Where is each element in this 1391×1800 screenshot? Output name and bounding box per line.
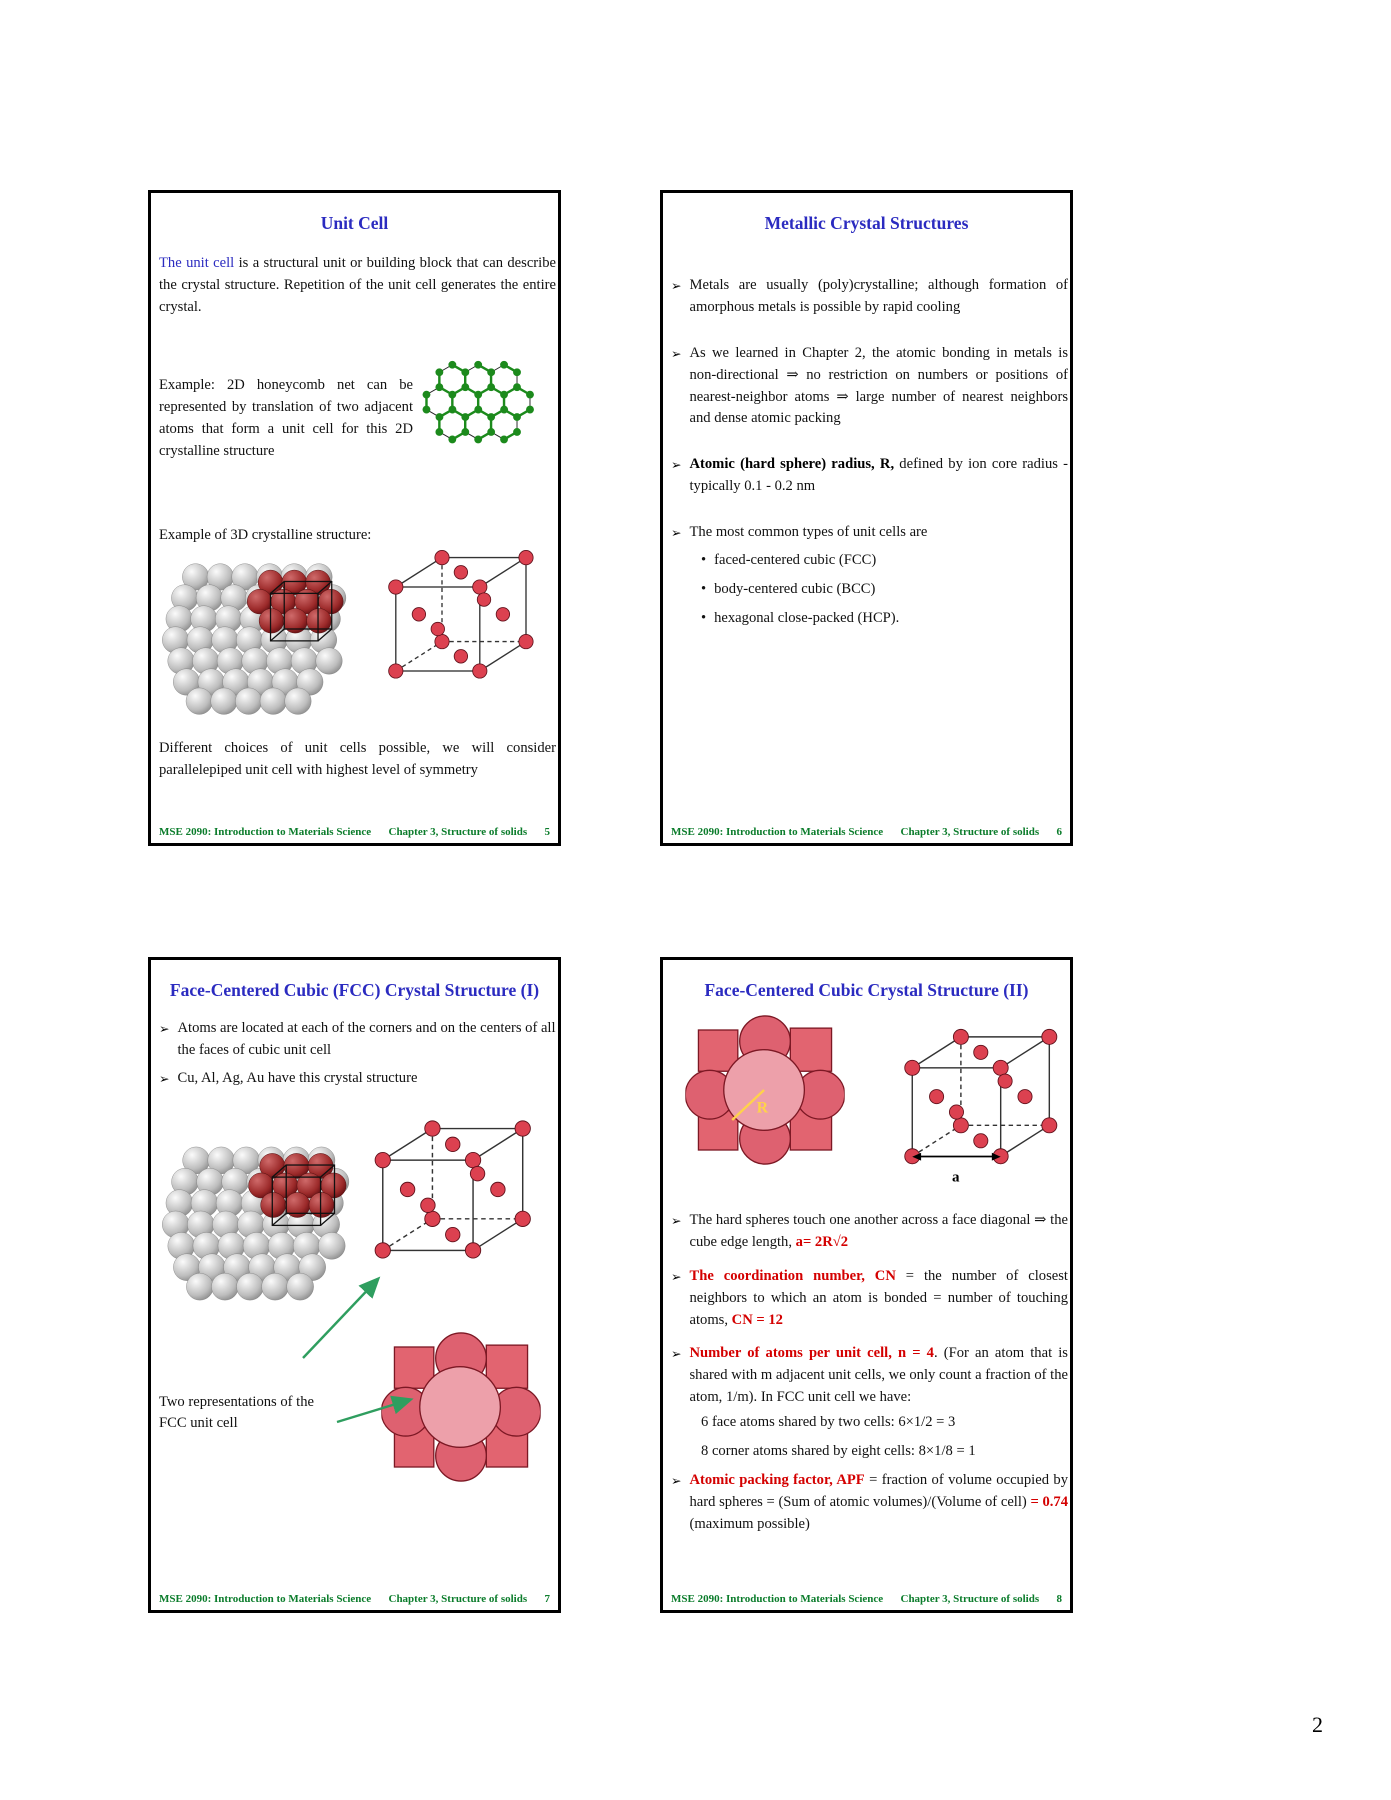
bullet-arrow-icon: ➢ bbox=[671, 345, 682, 361]
sub-bullet-icon: • bbox=[701, 580, 707, 597]
two-representations-caption: Two representations of the FCC unit cell bbox=[159, 1394, 315, 1432]
slide-metallic-structures bbox=[660, 190, 1073, 846]
bullet-arrow-icon: ➢ bbox=[159, 1021, 170, 1036]
bullet-list bbox=[671, 1210, 1068, 1536]
slide-title: Metallic Crystal Structures bbox=[764, 213, 969, 233]
footer-slide-number: 7 bbox=[544, 1593, 550, 1605]
bullet-arrow-icon: ➢ bbox=[671, 1472, 682, 1488]
arrow-to-hard-sphere-icon bbox=[337, 1400, 409, 1422]
slide-title: Face-Centered Cubic Crystal Structure (II) bbox=[704, 980, 1029, 1000]
footer-chapter: Chapter 3, Structure of solids bbox=[388, 1593, 528, 1605]
slide-fcc-structure-1 bbox=[148, 957, 561, 1613]
slide-footer bbox=[159, 826, 550, 838]
corner-atoms-count-line: 8 corner atoms shared by eight cells: 8×1/8 = 1 bbox=[701, 1443, 976, 1460]
slide-footer bbox=[159, 1593, 550, 1605]
footer-course: MSE 2090: Introduction to Materials Science bbox=[671, 826, 884, 838]
honeycomb-net-figure bbox=[415, 359, 555, 448]
fcc-hard-sphere-figure bbox=[685, 1015, 845, 1165]
unit-cell-intro-text: The unit cell is a structural unit or building block that can describe the crystal structure. Repetition of the unit cell generates the entire crystal. bbox=[159, 255, 556, 315]
bullet-arrow-icon: ➢ bbox=[671, 457, 682, 473]
footer-chapter: Chapter 3, Structure of solids bbox=[900, 1593, 1040, 1605]
bullet-item: ➢ As we learned in Chapter 2, the atomic bonding in metals is non-directional ⇒ no restriction on numbers or positions of nearest-neighbor atoms ⇒ large number of nearest neighbors and dense atomic packing bbox=[671, 344, 1068, 427]
example-3d-text: Example of 3D crystalline structure: bbox=[159, 527, 372, 543]
bullet-item: ➢ Atoms are located at each of the corners and on the centers of all the faces of cubic unit cell bbox=[159, 1020, 556, 1058]
footer-course: MSE 2090: Introduction to Materials Science bbox=[159, 826, 372, 838]
edge-length-arrow-icon bbox=[912, 1153, 1000, 1161]
footer-chapter: Chapter 3, Structure of solids bbox=[388, 826, 528, 838]
fcc-unit-cell-figure bbox=[383, 545, 543, 692]
footer-course: MSE 2090: Introduction to Materials Science bbox=[671, 1593, 884, 1605]
page-number: 2 bbox=[1312, 1712, 1323, 1737]
face-atoms-count-line: 6 face atoms shared by two cells: 6×1/2 = 3 bbox=[701, 1414, 956, 1431]
sub-bullet-icon: • bbox=[701, 552, 707, 569]
cell-type-item: • faced-centered cubic (FCC) bbox=[701, 552, 877, 569]
slide-fcc-structure-2 bbox=[660, 957, 1073, 1613]
footer-course: MSE 2090: Introduction to Materials Science bbox=[159, 1593, 372, 1605]
bullet-list bbox=[671, 275, 1068, 637]
fcc-ball-stick-figure bbox=[899, 1008, 1067, 1194]
cell-type-item: • body-centered cubic (BCC) bbox=[701, 580, 876, 597]
bullet-arrow-icon: ➢ bbox=[671, 1268, 682, 1284]
bullet-item: ➢ Atomic packing factor, APF = fraction of volume occupied by hard spheres = (Sum of atomic volumes)/(Volume of cell) = 0.74 (maximum possible) bbox=[671, 1471, 1068, 1532]
edge-length-label: a bbox=[952, 1169, 960, 1186]
footer-slide-number: 5 bbox=[544, 826, 550, 838]
bullet-item: ➢ Number of atoms per unit cell, n = 4. (For an atom that is shared with m adjacent unit cells, we only count a fraction of the atom, 1/m). In FCC unit cell we have: bbox=[671, 1345, 1068, 1406]
radius-label: R bbox=[756, 1099, 769, 1117]
slide-unit-cell bbox=[148, 190, 561, 846]
bullet-item: ➢ Metals are usually (poly)crystalline; although formation of amorphous metals is possible by rapid cooling bbox=[671, 277, 1068, 315]
crystal-spheres-figure bbox=[159, 555, 351, 724]
footer-slide-number: 8 bbox=[1056, 1593, 1062, 1605]
bullet-item: ➢ Atomic (hard sphere) radius, R, defined by ion core radius - typically 0.1 - 0.2 nm bbox=[671, 456, 1068, 495]
closing-text: Different choices of unit cells possible, we will consider parallelepiped unit cell with highest level of symmetry bbox=[159, 740, 556, 778]
bullet-item: ➢ The most common types of unit cells are bbox=[671, 522, 1068, 544]
caption-arrows bbox=[151, 960, 564, 1616]
footer-chapter: Chapter 3, Structure of solids bbox=[900, 826, 1040, 838]
bullet-item: ➢ The hard spheres touch one another across a face diagonal ⇒ the cube edge length, a= 2R√2 bbox=[671, 1212, 1068, 1250]
slide-footer bbox=[671, 826, 1062, 838]
example-2d-text: Example: 2D honeycomb net can be represented by translation of two adjacent atoms that form a unit cell for this 2D crystalline structure bbox=[159, 377, 413, 459]
bullet-arrow-icon: ➢ bbox=[671, 525, 682, 541]
bullet-arrow-icon: ➢ bbox=[671, 1213, 682, 1228]
slide-footer bbox=[671, 1593, 1062, 1605]
bullet-arrow-icon: ➢ bbox=[159, 1070, 170, 1086]
slide-title: Unit Cell bbox=[320, 213, 389, 233]
cell-type-item: • hexagonal close-packed (HCP). bbox=[701, 609, 900, 626]
bullet-arrow-icon: ➢ bbox=[671, 278, 682, 293]
arrow-to-ball-stick-icon bbox=[303, 1280, 377, 1358]
footer-slide-number: 6 bbox=[1056, 826, 1062, 838]
slide-title: Face-Centered Cubic (FCC) Crystal Structure (I) bbox=[169, 980, 540, 1000]
sub-bullet-icon: • bbox=[701, 609, 707, 626]
bullet-arrow-icon: ➢ bbox=[671, 1346, 682, 1362]
bullet-item: ➢ The coordination number, CN = the number of closest neighbors to which an atom is bonded = number of touching atoms, CN = 12 bbox=[671, 1267, 1068, 1328]
bullet-item: ➢ Cu, Al, Ag, Au have this crystal structure bbox=[159, 1068, 556, 1090]
